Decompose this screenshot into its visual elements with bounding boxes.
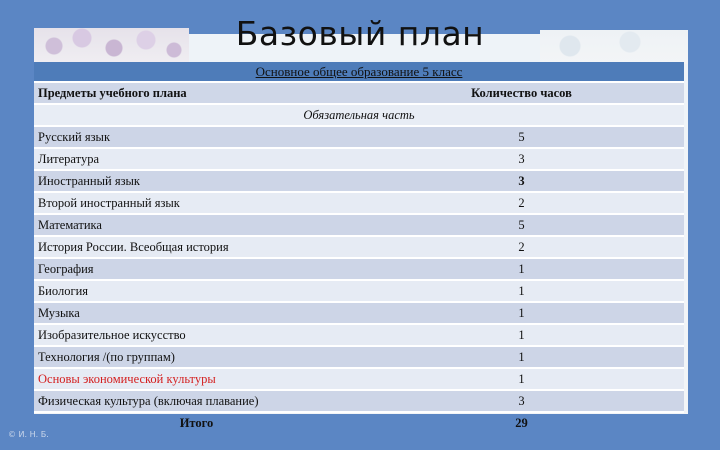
column-header-hours: Количество часов [359,82,684,104]
table-row [34,214,684,236]
hours-cell: 1 [359,258,684,280]
subject-cell: Технология /(по группам) [34,346,359,368]
table-row [34,192,684,214]
subject-cell: Математика [34,214,359,236]
subject-cell: История России. Всеобщая история [34,236,359,258]
table-banner: Основное общее образование 5 класс [34,62,684,82]
hours-cell: 1 [359,280,684,302]
table-row [34,368,684,390]
curriculum-table [34,62,684,434]
hours-cell: 3 [359,148,684,170]
copyright-credit: © И. Н. Б. [8,430,49,439]
table-row [34,170,684,192]
column-header-subjects: Предметы учебного плана [34,82,359,104]
table-row [34,126,684,148]
hours-cell: 1 [359,368,684,390]
subject-cell: Музыка [34,302,359,324]
subject-cell: Физическая культура (включая плавание) [34,390,359,412]
table-header-row [34,82,684,104]
section-row [34,104,684,126]
table-row [34,390,684,412]
hours-cell: 2 [359,192,684,214]
subject-cell: Русский язык [34,126,359,148]
section-label: Обязательная часть [34,104,684,126]
hours-cell: 2 [359,236,684,258]
subject-cell: Изобразительное искусство [34,324,359,346]
subject-cell: Литература [34,148,359,170]
slide-title: Базовый план [235,14,485,53]
hours-cell: 5 [359,126,684,148]
table-row [34,258,684,280]
subject-cell: География [34,258,359,280]
table-row [34,280,684,302]
subject-cell: Биология [34,280,359,302]
table-row [34,236,684,258]
table-banner-row [34,62,684,82]
table-row [34,302,684,324]
total-label: Итого [179,416,214,430]
hours-cell: 1 [359,324,684,346]
subject-cell: Второй иностранный язык [34,192,359,214]
table-row [34,324,684,346]
total-hours: 29 [515,416,528,430]
subject-cell: Иностранный язык [34,170,359,192]
hours-cell: 1 [359,346,684,368]
total-row [34,412,684,434]
subject-cell-highlighted: Основы экономической культуры [34,368,359,390]
hours-cell: 3 [359,170,684,192]
hours-cell: 3 [359,390,684,412]
hours-cell: 5 [359,214,684,236]
hours-cell: 1 [359,302,684,324]
table-row [34,346,684,368]
table-row [34,148,684,170]
